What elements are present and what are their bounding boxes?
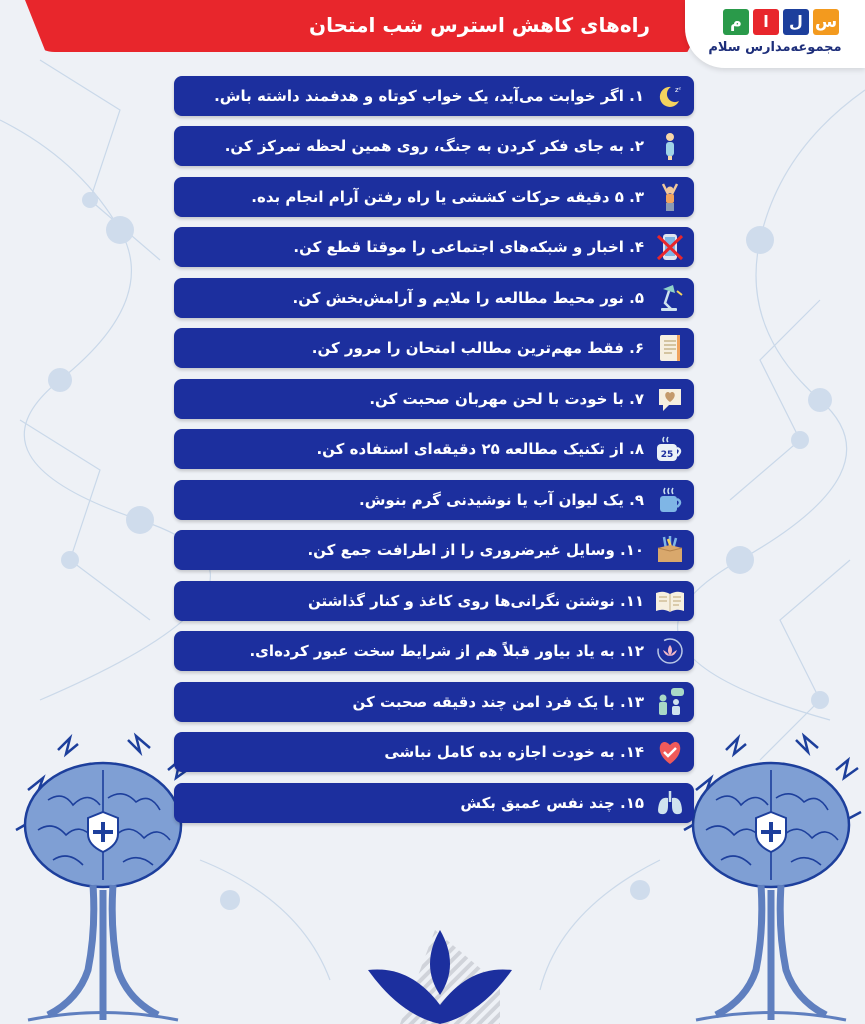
list-item-text: ۸. از تکنیک مطالعه ۲۵ دقیقه‌ای استفاده کن. — [316, 440, 644, 458]
list-item-text: ۴. اخبار و شبکه‌های اجتماعی را موقتا قطع کن. — [293, 238, 644, 256]
list-item — [174, 227, 694, 267]
brain-tree-illustration-right — [676, 730, 865, 1024]
moon-sleep-icon — [654, 80, 686, 112]
list-item — [174, 631, 694, 671]
logo-letter-seen: س — [813, 9, 839, 35]
list-item-text: ۱۴. به خودت اجازه بده کامل نباشی — [384, 743, 644, 761]
heart-bubble-icon — [654, 383, 686, 415]
logo-letter-meem: م — [723, 9, 749, 35]
logo-letter-alef: ا — [753, 9, 779, 35]
list-item — [174, 480, 694, 520]
page-title: راه‌های کاهش استرس شب امتحان — [309, 13, 650, 37]
list-item-text: ۱۱. نوشتن نگرانی‌ها روی کاغذ و کنار گذاشتن — [308, 592, 644, 610]
list-item — [174, 177, 694, 217]
lungs-icon — [654, 787, 686, 819]
list-item — [174, 581, 694, 621]
list-item-text: ۱. اگر خوابت می‌آید، یک خواب کوتاه و هدفمند داشته باش. — [214, 87, 644, 105]
logo-caption: مجموعه‌مدارس سلام — [708, 40, 842, 55]
list-item — [174, 732, 694, 772]
open-book-icon — [654, 585, 686, 617]
list-item-text: ۳. ۵ دقیقه حرکات کششی یا راه رفتن آرام انجام بده. — [251, 188, 644, 206]
list-item — [174, 76, 694, 116]
list-item-text: ۹. یک لیوان آب یا نوشیدنی گرم بنوش. — [359, 491, 644, 509]
logo-letter-lam: ل — [783, 9, 809, 35]
list-item-text: ۱۲. به یاد بیاور قبلاً هم از شرایط سخت عبور کرده‌ای. — [249, 642, 644, 660]
list-item-text: ۱۵. چند نفس عمیق بکش — [460, 794, 644, 812]
list-item — [174, 126, 694, 166]
list-item — [174, 530, 694, 570]
list-item-text: ۲. به جای فکر کردن به جنگ، روی همین لحظه تمرکز کن. — [224, 137, 644, 155]
notebook-icon — [654, 332, 686, 364]
list-item-text: ۱۳. با یک فرد امن چند دقیقه صحبت کن — [352, 693, 644, 711]
list-item-text: ۵. نور محیط مطالعه را ملایم و آرامش‌بخش کن. — [292, 289, 644, 307]
timer-label: 25 — [660, 450, 674, 460]
meditation-icon — [654, 130, 686, 162]
school-logo — [685, 0, 865, 68]
lotus-icon — [654, 635, 686, 667]
logo-letters — [723, 9, 839, 35]
hot-cup-icon — [654, 484, 686, 516]
list-item — [174, 783, 694, 823]
no-phone-icon — [654, 231, 686, 263]
brain-tree-illustration-left — [8, 730, 198, 1024]
leaf-logo-icon — [360, 925, 520, 1024]
list-item-text: ۱۰. وسایل غیرضروری را از اطرافت جمع کن. — [307, 541, 644, 559]
stretching-icon — [654, 181, 686, 213]
box-icon — [654, 534, 686, 566]
list-item — [174, 379, 694, 419]
list-item — [174, 328, 694, 368]
list-item-text: ۶. فقط مهم‌ترین مطالب امتحان را مرور کن. — [311, 339, 644, 357]
people-talk-icon — [654, 686, 686, 718]
timer-25-icon — [654, 433, 686, 465]
list-item — [174, 682, 694, 722]
list-item — [174, 429, 694, 469]
desk-lamp-icon — [654, 282, 686, 314]
list-item-text: ۷. با خودت با لحن مهربان صحبت کن. — [369, 390, 644, 408]
list-item — [174, 278, 694, 318]
svg-text:zᶻ: zᶻ — [675, 86, 682, 94]
heart-check-icon — [654, 736, 686, 768]
